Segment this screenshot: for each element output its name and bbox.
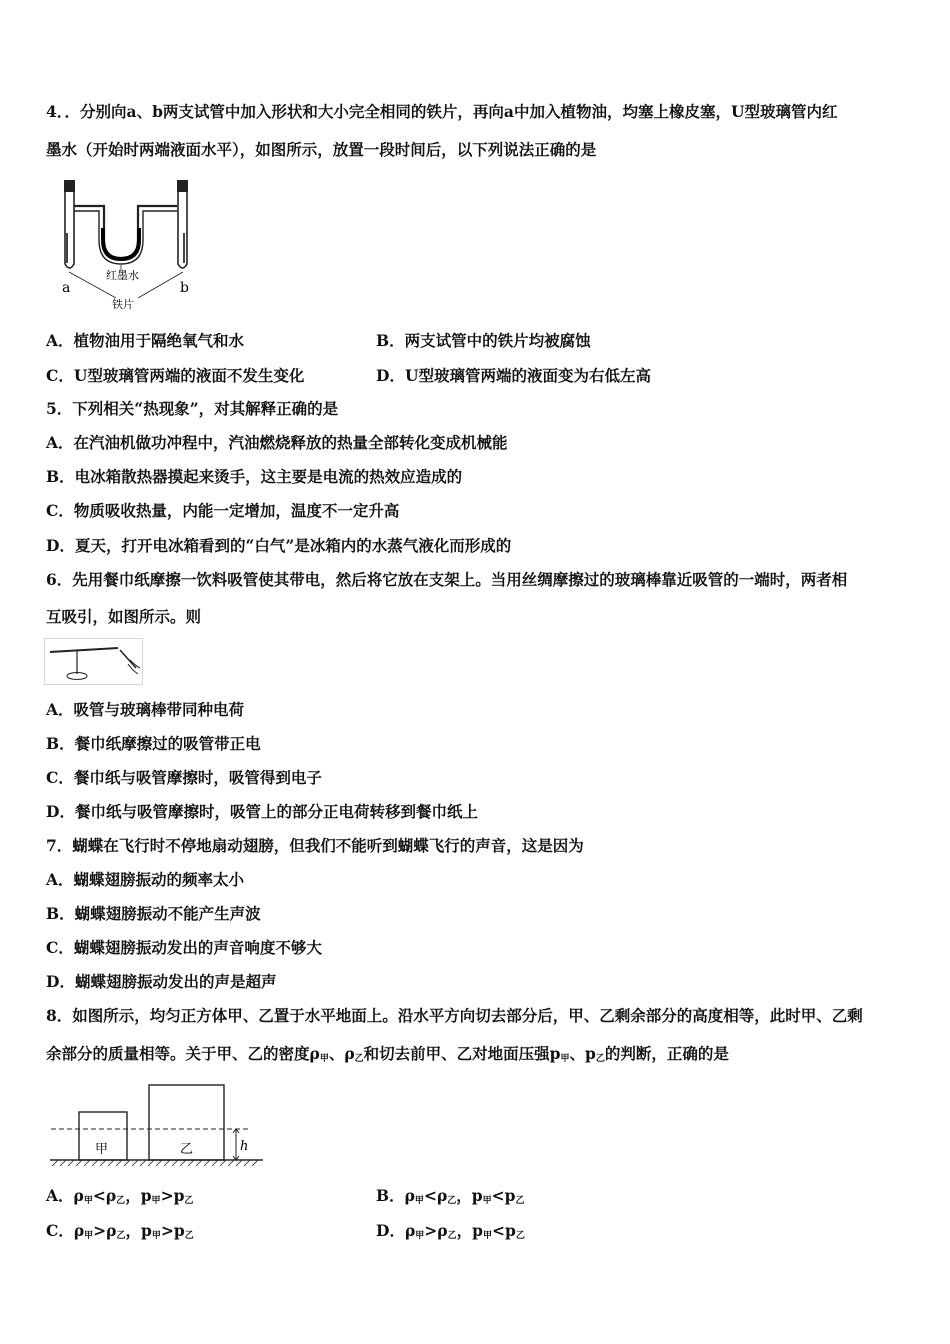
q6-stem-line2: 互吸引，如图所示。则	[46, 607, 202, 626]
red-ink	[103, 228, 139, 259]
q4-option-b: B．两支试管中的铁片均被腐蚀	[376, 331, 591, 350]
q5-stem: 5．下列相关“热现象”，对其解释正确的是	[46, 399, 339, 418]
q8-option-d: D．$\rho_甲>\rho_乙$，$p_甲<p_乙$	[376, 1221, 525, 1241]
q4-option-c: C．U型玻璃管两端的液面不发生变化	[46, 366, 305, 385]
label-h: h	[240, 1139, 249, 1154]
q5-option-b: B．电冰箱散热器摸起来烫手，这主要是电流的热效应造成的	[46, 467, 463, 486]
test-tube-b	[178, 192, 187, 268]
q7-option-d: D．蝴蝶翅膀振动发出的声是超声	[46, 972, 277, 991]
u-tube-inner	[74, 211, 177, 264]
q4-figure-u-tube	[56, 178, 206, 318]
q4-stem-line1: 4．．分别向a、b两支试管中加入形状和大小完全相同的铁片，再向a中加入植物油，均塞上橡皮塞，U型玻璃管内红	[46, 102, 838, 121]
q7-option-a: A．蝴蝶翅膀振动的频率太小	[46, 870, 245, 889]
q6-option-c: C．餐巾纸与吸管摩擦时，吸管得到电子	[46, 768, 322, 787]
q6-figure-straw	[44, 638, 144, 690]
q7-option-b: B．蝴蝶翅膀振动不能产生声波	[46, 904, 261, 923]
q7-stem: 7．蝴蝶在飞行时不停地扇动翅膀，但我们不能听到蝴蝶飞行的声音，这是因为	[46, 836, 584, 855]
q8-option-c: C．$\rho_甲>\rho_乙$，$p_甲>p_乙$	[46, 1221, 194, 1241]
u-tube-outer	[74, 206, 177, 258]
label-b: b	[180, 280, 189, 296]
q6-option-b: B．餐巾纸摩擦过的吸管带正电	[46, 734, 261, 753]
ground-hatching	[52, 1160, 258, 1166]
straw	[50, 648, 118, 652]
u-tube-diagram	[56, 178, 206, 314]
label-iron: 铁片	[112, 298, 134, 311]
q5-option-a: A．在汽油机做功冲程中，汽油燃烧释放的热量全部转化变成机械能	[46, 433, 508, 452]
glass-rod	[120, 650, 136, 668]
q5-option-d: D．夏天，打开电冰箱看到的“白气”是冰箱内的水蒸气液化而形成的	[46, 536, 512, 555]
stopper-b	[177, 180, 188, 192]
q7-option-c: C．蝴蝶翅膀振动发出的声音响度不够大	[46, 938, 322, 957]
q8-stem-line1: 8．如图所示，均匀正方体甲、乙置于水平地面上。沿水平方向切去部分后，甲、乙剩余部分的高度相等，此时甲、乙剩	[46, 1006, 863, 1025]
label-red-ink: 红墨水	[106, 269, 139, 282]
pointer-b	[138, 272, 183, 298]
figure-frame	[45, 639, 143, 685]
label-a: a	[62, 280, 71, 296]
q5-option-c: C．物质吸收热量，内能一定增加，温度不一定升高	[46, 501, 400, 520]
q8-option-b: B．$\rho_甲<\rho_乙$，$p_甲<p_乙$	[376, 1186, 525, 1206]
q4-option-d: D．U型玻璃管两端的液面变为右低左高	[376, 366, 651, 385]
q4-option-a: A．植物油用于隔绝氧气和水	[46, 331, 245, 350]
stopper-a	[64, 180, 75, 192]
q4-stem-line2: 墨水（开始时两端液面水平），如图所示，放置一段时间后，以下列说法正确的是	[46, 140, 597, 159]
label-jia: 甲	[95, 1142, 109, 1157]
cubes-diagram	[48, 1080, 268, 1170]
q8-figure-cubes	[48, 1080, 268, 1174]
straw-diagram	[44, 638, 144, 686]
q6-option-a: A．吸管与玻璃棒带同种电荷	[46, 700, 245, 719]
q6-option-d: D．餐巾纸与吸管摩擦时，吸管上的部分正电荷转移到餐巾纸上	[46, 802, 478, 821]
q8-stem-line2: 余部分的质量相等。关于甲、乙的密度$\rho_甲$、$\rho_乙$和切去前甲、乙对地面压强$p_甲$、$p_乙$的判断，正确的是	[46, 1044, 729, 1064]
label-yi: 乙	[180, 1142, 194, 1157]
q8-option-a: A．$\rho_甲<\rho_乙$，$p_甲>p_乙$	[46, 1186, 194, 1206]
q6-stem-line1: 6．先用餐巾纸摩擦一饮料吸管使其带电，然后将它放在支架上。当用丝绸摩擦过的玻璃棒靠近吸管的一端时，两者相	[46, 570, 848, 589]
